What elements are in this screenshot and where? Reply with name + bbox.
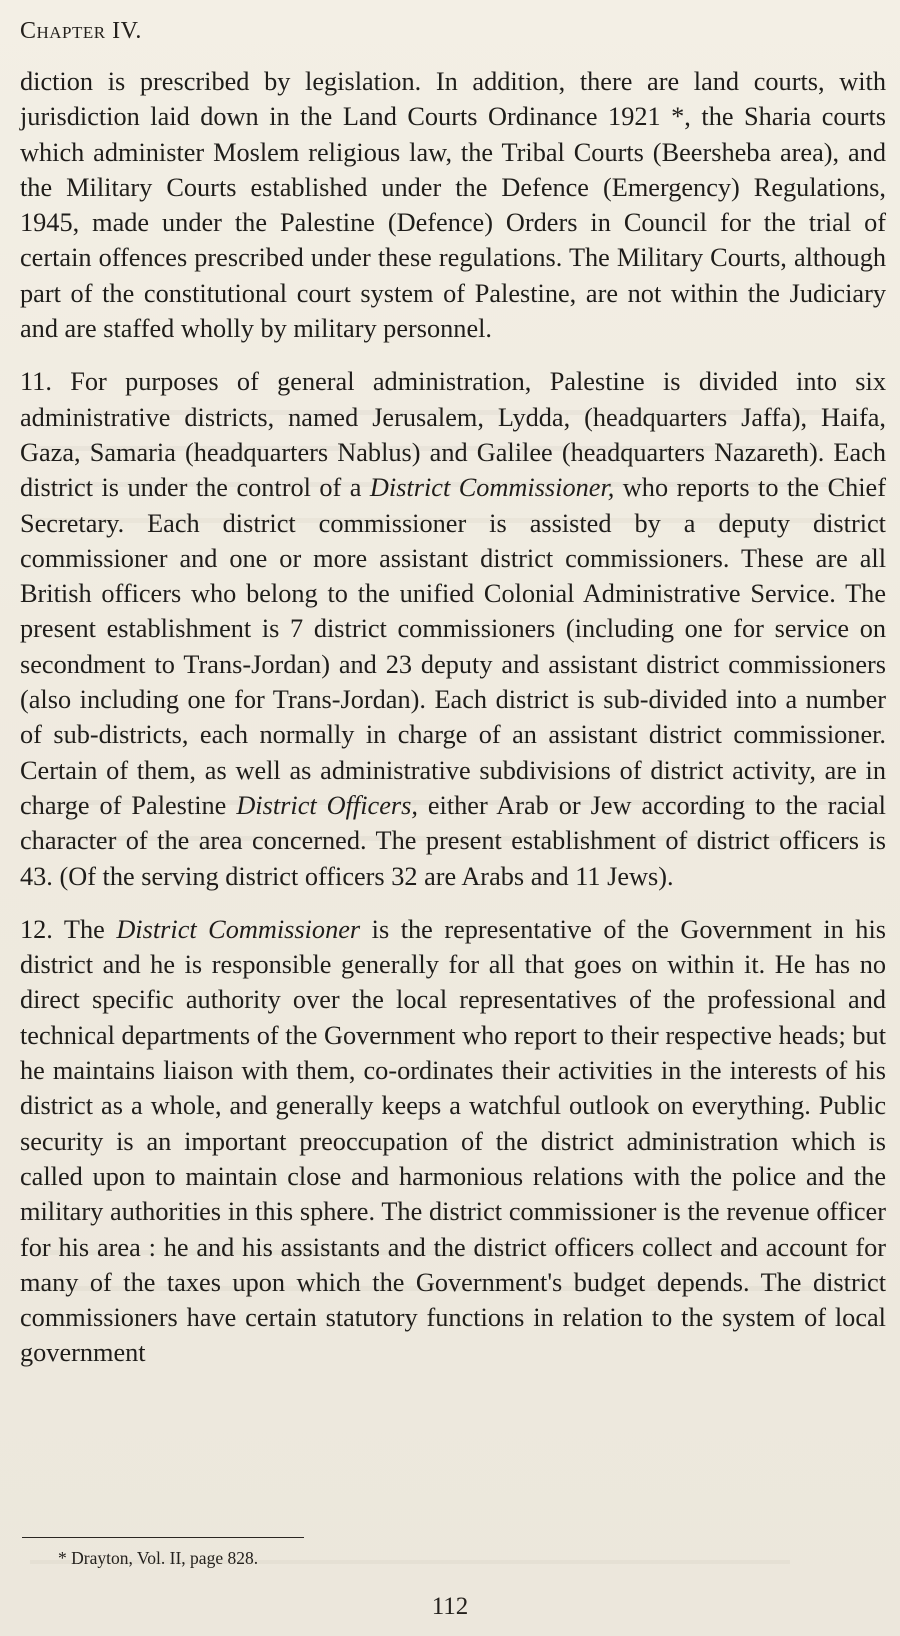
body-text xyxy=(20,64,886,1371)
italic-term: District Commissioner, xyxy=(369,473,615,503)
text-run: who reports to the Chief Secretary. Each district commissioner is assisted by a deputy district commissioner and one or more assistant district commissioners. These are all British officers who belong to the unified Colonial Administrative Service. The present establishment is 7 district commissioners (including one for service on secondment to Trans-Jordan) and 23 deputy and assistant district commissioners (also including one for Trans-Jordan). Each district is sub-divided into a number of sub-districts, each normally in charge of an assistant district commissioner. Certain of them, as well as administrative subdivisions of district activity, are in charge of Palestine xyxy=(20,473,886,820)
text-run: 11. For purposes of general administration, Palestine is divided into six administrative districts, named Jerusalem, Lydda, (headquarters Jaffa), Haifa, Gaza, Samaria (headquarters Nablus) and Galilee (headquarters Nazareth). Each district is under the control of a xyxy=(20,367,886,503)
page-number: 112 xyxy=(431,1593,469,1620)
italic-term: District Commissioner xyxy=(116,914,361,944)
italic-term: District Officers, xyxy=(236,790,418,820)
footnote: * Drayton, Vol. II, page 828. xyxy=(58,1548,259,1568)
paragraph-12 xyxy=(20,912,886,1371)
text-run: diction is prescribed by legislation. In addition, there are land courts, with jurisdiction laid down in the Land Courts Ordinance 1921 *, the Sharia courts which administer Moslem religious law, the Tribal Courts (Beersheba area), and the Military Courts established under the Defence (Emergency) Regulations, 1945, made under the Palestine (Defence) Orders in Council for the trial of certain offences prescribed under these regulations. The Military Courts, although part of the constitutional court system of Palestine, are not within the Judiciary and are staffed wholly by military personnel. xyxy=(20,67,886,344)
text-run: is the representative of the Government in his district and he is responsible generally for all that goes on within it. He has no direct specific authority over the local representatives of the professional and technical departments of the Government who report to their respective heads; but he maintains liaison with them, co-ordinates their activities in the interests of his district as a whole, and generally keeps a watchful outlook on everything. Public security is an important preoccupation of the district administration which is called upon to maintain close and harmonious relations with the police and the military authorities in this sphere. The district commissioner is the revenue officer for his area : he and his assistants and the district officers collect and account for many of the taxes upon which the Government's budget depends. The district commissioners have certain statutory functions in relation to the system of local government xyxy=(20,914,886,1368)
footnote-rule xyxy=(22,1537,304,1538)
paragraph-11 xyxy=(20,364,886,893)
paragraph-continuation xyxy=(20,64,886,346)
text-run: either Arab or Jew according to the racial character of the area concerned. The present establishment of district officers is 43. (Of the serving district officers 32 are Arabs and 11 Jews). xyxy=(20,790,886,891)
running-head: Chapter IV. xyxy=(20,18,142,44)
text-run: 12. The xyxy=(20,914,117,944)
